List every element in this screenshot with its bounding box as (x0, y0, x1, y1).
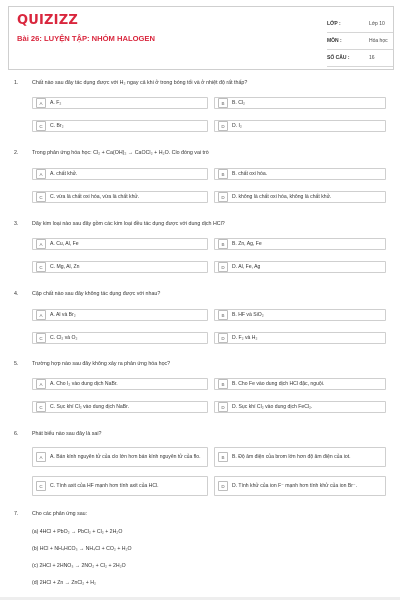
question-text: Cho các phản ứng sau: (32, 511, 88, 517)
option-letter: A (36, 239, 46, 249)
question-number: 3. (14, 221, 19, 227)
option-text: A. Cu, Al, Fe (50, 240, 79, 247)
option-text: D. Tính khử của ion F⁻ mạnh hơn tính khử của ion Br⁻. (232, 482, 358, 489)
meta-table (327, 16, 393, 67)
question-text: Dãy kim loại nào sau đây gồm các kim loại đều tác dụng được với dung dịch HCl? (32, 221, 225, 227)
option-text: B. Zn, Ag, Fe (232, 240, 262, 247)
option-a[interactable] (32, 447, 208, 467)
option-text: D. Al, Fe, Ag (232, 263, 261, 270)
meta-value: Lớp 10 (369, 21, 385, 27)
question-number: 1. (14, 80, 19, 86)
option-text: D. I₂ (232, 122, 242, 129)
option-d[interactable] (214, 332, 386, 344)
option-text: C. Cl₂ và O₂ (50, 334, 78, 341)
option-text: A. Al và Br₂ (50, 311, 76, 318)
option-text: A. Bán kính nguyên tử của clo lớn hơn bán kính nguyên tử của flo. (50, 453, 201, 460)
option-letter: D (218, 333, 228, 343)
option-c[interactable] (32, 332, 208, 344)
option-b[interactable] (214, 309, 386, 321)
option-letter: A (36, 310, 46, 320)
option-text: C. Sục khí Cl₂ vào dung dịch NaBr. (50, 403, 129, 410)
option-letter: C (36, 121, 46, 131)
meta-row-class (327, 16, 393, 33)
option-text: C. Mg, Al, Zn (50, 263, 80, 270)
option-letter: D (218, 192, 228, 202)
question-text: Chất nào sau đây tác dụng được với H₂ ngay cả khi ở trong bóng tối và ở nhiệt độ rất thấp? (32, 80, 248, 86)
option-letter: B (218, 98, 228, 108)
option-a[interactable] (32, 378, 208, 390)
question-text: Phát biểu nào sau đây là sai? (32, 431, 102, 437)
option-b[interactable] (214, 97, 386, 109)
option-d[interactable] (214, 401, 386, 413)
option-text: B. chất oxi hóa. (232, 170, 268, 177)
option-d[interactable] (214, 261, 386, 273)
reaction-d: (d) 2HCl + Zn → ZnCl₂ + H₂ (32, 580, 96, 586)
option-d[interactable] (214, 191, 386, 203)
option-b[interactable] (214, 238, 386, 250)
option-c[interactable] (32, 120, 208, 132)
question-number: 2. (14, 150, 19, 156)
meta-row-count (327, 50, 393, 67)
question-number: 5. (14, 361, 19, 367)
option-text: D. không là chất oxi hóa, không là chất khử. (232, 193, 332, 200)
worksheet-title: Bài 26: LUYỆN TẬP: NHÓM HALOGEN (17, 34, 155, 43)
option-letter: C (36, 333, 46, 343)
option-text: C. Tính axit của HF mạnh hơn tính axit của HCl. (50, 482, 159, 489)
option-letter: C (36, 192, 46, 202)
option-letter: C (36, 262, 46, 272)
option-letter: A (36, 452, 46, 462)
option-text: B. Cl₂ (232, 99, 246, 106)
option-c[interactable] (32, 401, 208, 413)
option-letter: A (36, 98, 46, 108)
meta-row-subject (327, 33, 393, 50)
option-b[interactable] (214, 168, 386, 180)
option-c[interactable] (32, 191, 208, 203)
reaction-b: (b) HCl + NH₄HCO₃ → NH₄Cl + CO₂ + H₂O (32, 546, 132, 552)
option-text: C. Br₂ (50, 122, 64, 129)
option-a[interactable] (32, 168, 208, 180)
meta-value: 16 (369, 55, 375, 61)
question-text: Trong phản ứng hóa học: Cl₂ + Ca(OH)₂ → CaOCl₂ + H₂O. Clo đóng vai trò (32, 150, 209, 156)
option-letter: A (36, 169, 46, 179)
option-text: C. vừa là chất oxi hóa, vừa là chất khử. (50, 193, 140, 200)
option-c[interactable] (32, 261, 208, 273)
option-d[interactable] (214, 476, 386, 496)
option-letter: D (218, 121, 228, 131)
option-text: D. Sục khí Cl₂ vào dung dịch FeCl₂. (232, 403, 313, 410)
question-number: 7. (14, 511, 19, 517)
option-letter: B (218, 239, 228, 249)
option-letter: B (218, 452, 228, 462)
option-letter: D (218, 481, 228, 491)
option-text: B. Độ âm điện của brom lớn hơn độ âm điện của iot. (232, 453, 351, 460)
option-b[interactable] (214, 447, 386, 467)
option-letter: C (36, 481, 46, 491)
option-b[interactable] (214, 378, 386, 390)
option-letter: C (36, 402, 46, 412)
question-text: Trường hợp nào sau đây không xảy ra phản ứng hóa học? (32, 361, 171, 367)
option-letter: D (218, 262, 228, 272)
option-letter: A (36, 379, 46, 389)
meta-key: LỚP : (327, 21, 341, 27)
option-letter: B (218, 310, 228, 320)
option-a[interactable] (32, 238, 208, 250)
option-d[interactable] (214, 120, 386, 132)
option-text: B. HF và SiO₂ (232, 311, 264, 318)
quizizz-logo: QUIZIZZ (17, 13, 78, 28)
option-letter: B (218, 169, 228, 179)
option-a[interactable] (32, 97, 208, 109)
option-c[interactable] (32, 476, 208, 496)
worksheet-header (8, 6, 394, 70)
option-a[interactable] (32, 309, 208, 321)
meta-key: SỐ CÂU : (327, 55, 350, 61)
option-text: D. F₂ và H₂ (232, 334, 258, 341)
question-number: 6. (14, 431, 19, 437)
option-text: A. Cho I₂ vào dung dịch NaBr. (50, 380, 118, 387)
reaction-c: (c) 2HCl + 2HNO₃ → 2NO₂ + Cl₂ + 2H₂O (32, 563, 126, 569)
question-text: Cặp chất nào sau đây không tác dụng được với nhau? (32, 291, 161, 297)
option-text: A. chất khử. (50, 170, 78, 177)
question-number: 4. (14, 291, 19, 297)
option-text: A. F₂ (50, 99, 62, 106)
reaction-a: (a) 4HCl + PbO₂ → PbCl₂ + Cl₂ + 2H₂O (32, 529, 123, 535)
option-letter: B (218, 379, 228, 389)
meta-key: MÔN : (327, 38, 342, 44)
option-letter: D (218, 402, 228, 412)
meta-value: Hóa học (369, 38, 388, 44)
option-text: B. Cho Fe vào dung dịch HCl đặc, nguội. (232, 380, 325, 387)
